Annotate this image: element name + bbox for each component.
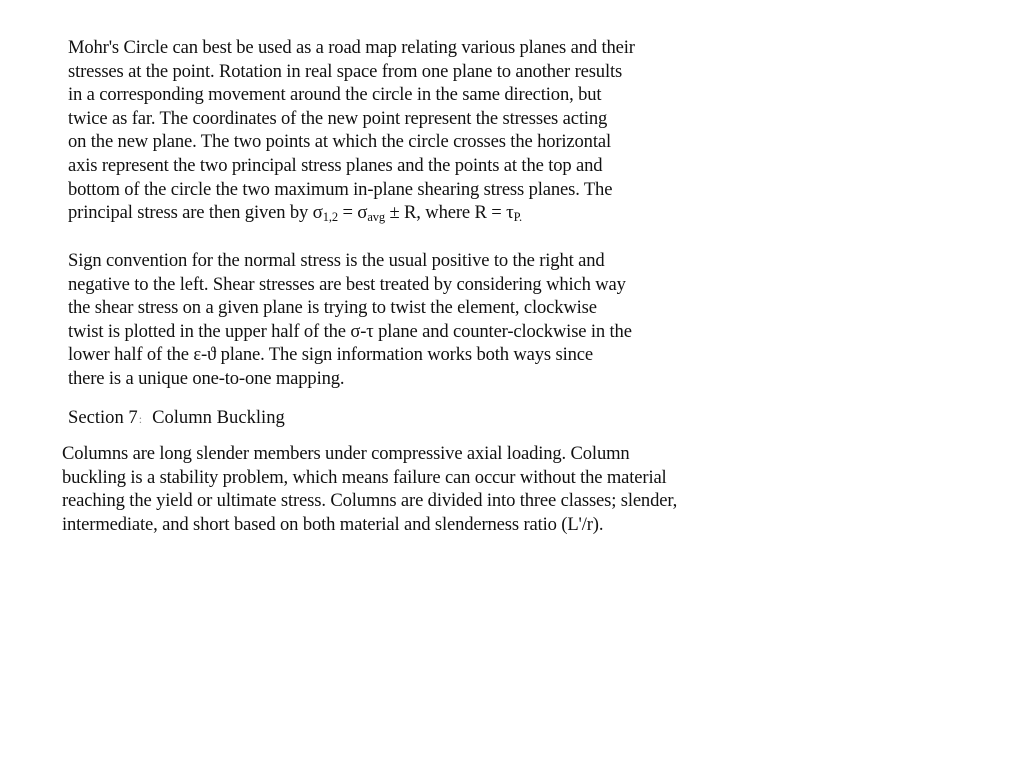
section-title: Column Buckling <box>152 407 285 428</box>
subscript-1-2: 1,2 <box>322 210 338 225</box>
text-line: Columns are long slender members under compressive axial loading. Column <box>62 443 630 464</box>
text-line: lower half of the ε-ϑ plane. The sign information works both ways since <box>68 344 593 366</box>
principal-stress-formula-line <box>68 201 635 225</box>
mohrs-circle-paragraph <box>68 36 635 225</box>
tau-symbol: τ <box>506 202 514 224</box>
text-line: on the new plane. The two points at which the circle crosses the horizontal <box>68 131 611 153</box>
section-separator: : <box>138 412 143 426</box>
text-line: Sign convention for the normal stress is the usual positive to the right and <box>68 250 605 271</box>
text-line: reaching the yield or ultimate stress. Columns are divided into three classes; slender, <box>62 490 678 512</box>
text-line: there is a unique one-to-one mapping. <box>68 367 345 389</box>
section-heading <box>68 406 285 431</box>
sigma-symbol: σ <box>357 202 368 224</box>
formula-lead-text: principal stress are then given by <box>68 202 313 224</box>
plus-minus-r-text: ± R, where R = <box>385 202 507 224</box>
sigma-symbol: σ <box>312 202 323 224</box>
text-line: twice as far. The coordinates of the new point represent the stresses acting <box>68 107 608 129</box>
equals-sign: = <box>337 202 358 224</box>
subscript-p: P. <box>513 210 522 225</box>
text-line: stresses at the point. Rotation in real space from one plane to another results <box>68 60 623 82</box>
text-line: intermediate, and short based on both material and slenderness ratio (L'/r). <box>62 513 604 535</box>
text-line: the shear stress on a given plane is trying to twist the element, clockwise <box>68 297 597 319</box>
text-line: bottom of the circle the two maximum in-plane shearing stress planes. The <box>68 178 613 200</box>
text-line: Mohr's Circle can best be used as a road map relating various planes and their <box>68 37 635 58</box>
text-line: negative to the left. Shear stresses are best treated by considering which way <box>68 273 626 295</box>
sign-convention-paragraph <box>68 249 632 391</box>
text-line: in a corresponding movement around the circle in the same direction, but <box>68 84 602 106</box>
section-number: Section 7 <box>68 407 138 428</box>
subscript-avg: avg <box>367 210 385 225</box>
column-buckling-paragraph <box>62 442 677 536</box>
text-line: buckling is a stability problem, which means failure can occur without the material <box>62 466 667 488</box>
text-line: axis represent the two principal stress planes and the points at the top and <box>68 154 603 176</box>
text-line: twist is plotted in the upper half of the σ-τ plane and counter-clockwise in the <box>68 320 632 342</box>
